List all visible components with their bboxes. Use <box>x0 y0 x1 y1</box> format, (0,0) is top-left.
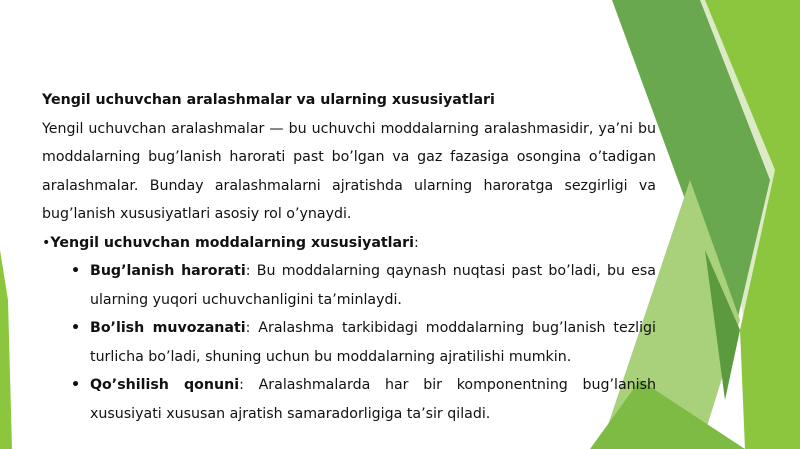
properties-list <box>42 257 656 428</box>
bullet-text: : Bu moddalarning qaynash nuqtasi past bo’ladi, bu esa ularning yuqori uchuvchanligini ta’minlaydi. <box>90 263 656 308</box>
subheading-colon: : <box>413 234 419 251</box>
bullet-text: : Aralashma tarkibidagi moddalarning bug’lanish tezligi turlicha bo’ladi, shuning uchun bu moddalarning ajratilishi mumkin. <box>90 320 656 365</box>
list-item <box>90 371 656 428</box>
bullet-term: Qo’shilish qonuni <box>90 377 240 393</box>
intro-paragraph: Yengil uchuvchan aralashmalar — bu uchuvchi moddalarning aralashmasidir, ya’ni bu moddalarning bug’lanish harorati past bo’lgan va gaz fazasiga osongina o’tadigan aralashmalar. Bunday aralashmalarni ajratishda ularning haroratga sezgirligi va bug’lanish xususiyatlari asosiy rol o’ynaydi. <box>42 120 656 222</box>
subheading-marker: • <box>42 234 51 251</box>
subheading-title: Yengil uchuvchan moddalarning xususiyatlari <box>50 234 414 251</box>
left-green-stripe <box>0 250 12 449</box>
list-item <box>90 314 656 371</box>
slide-heading: Yengil uchuvchan aralashmalar va ularning xususiyatlari <box>42 92 495 108</box>
slide-content <box>42 86 656 428</box>
bullet-term: Bug’lanish harorati <box>90 263 246 279</box>
properties-subheading <box>42 229 656 258</box>
bullet-text: : Aralashmalarda har bir komponentning bug’lanish xususiyati xususan ajratish samaradorligiga ta’sir qiladi. <box>90 377 656 422</box>
list-item <box>90 257 656 314</box>
bullet-term: Bo’lish muvozanati <box>90 320 246 336</box>
